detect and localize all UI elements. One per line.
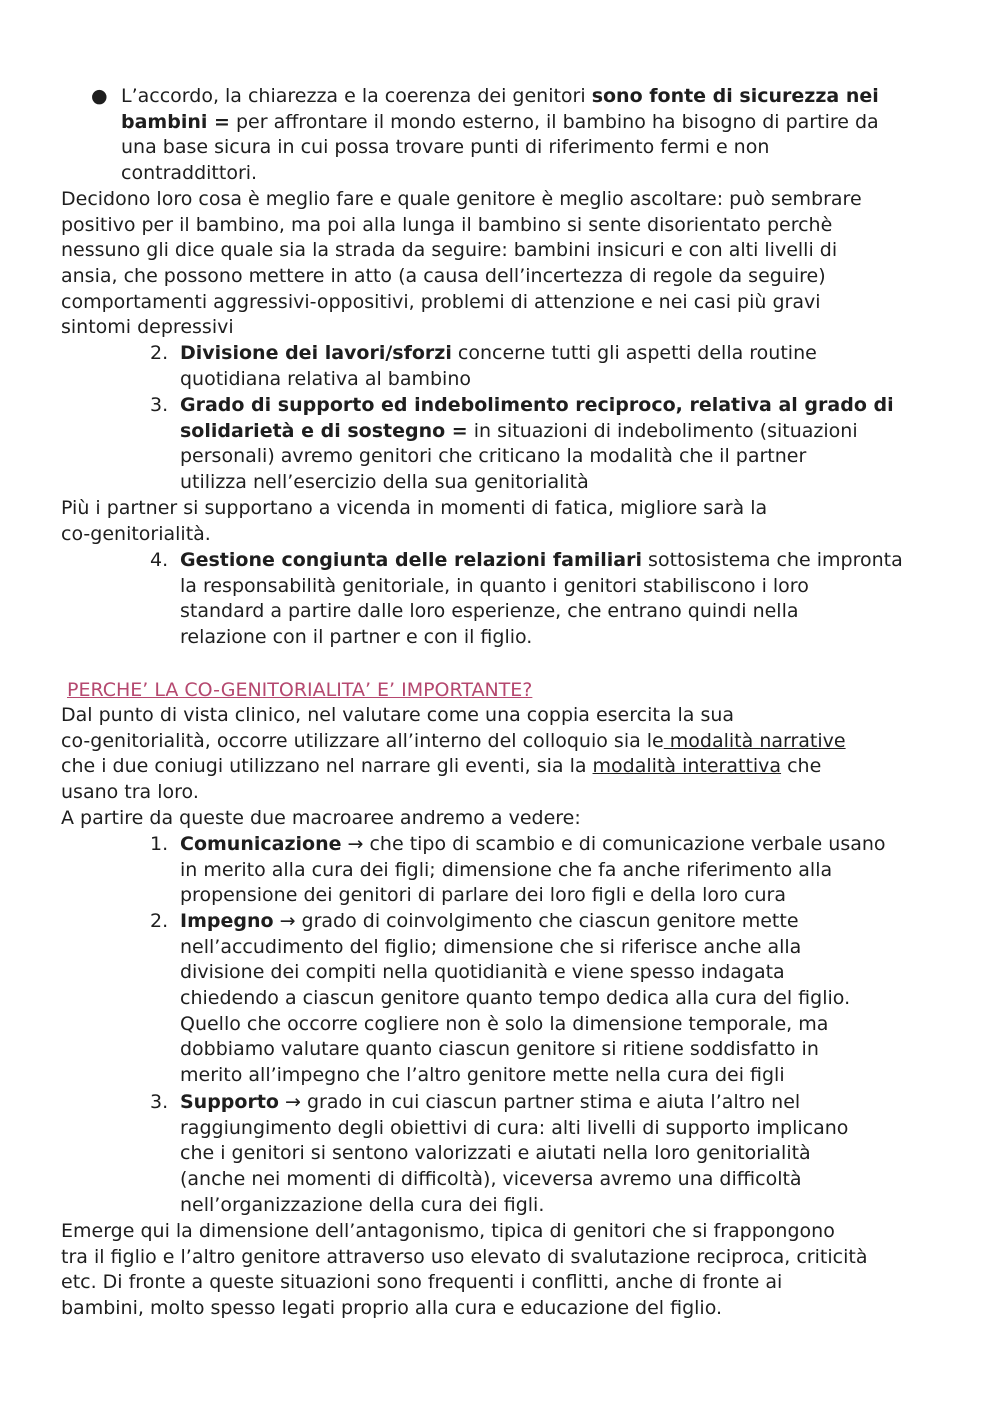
text-line: nell’organizzazione della cura dei figli. — [180, 1193, 545, 1216]
text-line: Più i partner si supportano a vicenda in momenti di fatica, migliore sarà la — [61, 497, 768, 519]
section-heading: PERCHE’ LA CO-GENITORIALITA’ E’ IMPORTANTE? — [67, 679, 533, 701]
text-line: nessuno gli dice quale sia la strada da seguire: bambini insicuri e con alti livelli di — [61, 239, 838, 262]
text-line: comportamenti aggressivi-oppositivi, problemi di attenzione e nei casi più gravi — [61, 290, 821, 313]
list-item — [61, 341, 960, 392]
bullet-paragraph — [61, 84, 960, 187]
list-item — [61, 832, 960, 909]
list-item — [61, 1090, 960, 1218]
text-line: divisione dei compiti nella quotidianità e viene spesso indagata — [180, 961, 785, 984]
text-line: che i genitori si sentono valorizzati e aiutati nella loro genitorialità — [180, 1142, 811, 1165]
text-line: Comunicazione → che tipo di scambio e di comunicazione verbale usano — [180, 833, 886, 855]
paragraph — [61, 187, 960, 341]
text-line: sintomi depressivi — [61, 316, 234, 339]
list-item — [61, 393, 960, 496]
paragraph — [61, 703, 960, 831]
list-number: 3. — [150, 1091, 169, 1113]
paragraph — [61, 1219, 960, 1322]
text-line: la responsabilità genitoriale, in quanto i genitori stabiliscono i loro — [180, 574, 809, 597]
list-number: 4. — [150, 549, 169, 571]
text-line: co-genitorialità, occorre utilizzare all’interno del colloquio sia le modalità narrative — [61, 729, 846, 752]
text-line: nell’accudimento del figlio; dimensione che si riferisce anche alla — [180, 935, 802, 958]
text-line: bambini = per affrontare il mondo esterno, il bambino ha bisogno di partire da — [121, 110, 879, 133]
list-item — [61, 909, 960, 1089]
text-line: Emerge qui la dimensione dell’antagonismo, tipica di genitori che si frappongono — [61, 1220, 835, 1242]
underlined-term: modalità interattiva — [592, 755, 782, 778]
text-line: utilizza nell’esercizio della sua genitorialità — [180, 471, 589, 494]
text-line: etc. Di fronte a queste situazioni sono frequenti i conflitti, anche di fronte ai — [61, 1271, 783, 1294]
text-line: standard a partire dalle loro esperienze, che entrano quindi nella — [180, 600, 799, 623]
text-line: personali) avremo genitori che criticano la modalità che il partner — [180, 445, 807, 468]
text-line: bambini, molto spesso legati proprio alla cura e educazione del figlio. — [61, 1297, 723, 1320]
underlined-term: modalità narrative — [663, 729, 846, 752]
text-line: A partire da queste due macroaree andremo a vedere: — [61, 806, 581, 829]
text-line: positivo per il bambino, ma poi alla lunga il bambino si sente disorientato perchè — [61, 213, 833, 236]
text-line: co-genitorialità. — [61, 522, 211, 545]
list-number: 1. — [150, 833, 169, 855]
text-line: che i due coniugi utilizzano nel narrare gli eventi, sia la modalità interattiva che — [61, 755, 822, 778]
list-number: 2. — [150, 342, 169, 364]
text-line: usano tra loro. — [61, 781, 199, 804]
text-line: Supporto → grado in cui ciascun partner stima e aiuta l’altro nel — [180, 1091, 801, 1113]
text-line: solidarietà e di sostegno = in situazioni di indebolimento (situazioni — [180, 419, 858, 442]
text-line: Decidono loro cosa è meglio fare e quale genitore è meglio ascoltare: può sembrare — [61, 188, 862, 210]
text-line: Dal punto di vista clinico, nel valutare come una coppia esercita la sua — [61, 704, 735, 726]
text-line: Gestione congiunta delle relazioni familiari sottosistema che impronta — [180, 549, 903, 571]
text-line: Divisione dei lavori/sforzi concerne tutti gli aspetti della routine — [180, 342, 817, 364]
text-line: merito all’impegno che l’altro genitore mette nella cura dei figli — [180, 1064, 785, 1087]
text-line: (anche nei momenti di difficoltà), viceversa avremo una difficoltà — [180, 1168, 802, 1191]
text-line: raggiungimento degli obiettivi di cura: alti livelli di supporto implicano — [180, 1116, 849, 1139]
text-line: propensione dei genitori di parlare dei loro figli e della loro cura — [180, 884, 787, 907]
paragraph — [61, 496, 960, 547]
text-line: Quello che occorre cogliere non è solo la dimensione temporale, ma — [180, 1012, 829, 1035]
text-line: ansia, che possono mettere in atto (a causa dell’incertezza di regole da seguire) — [61, 265, 826, 288]
text-line: relazione con il partner e con il figlio. — [180, 626, 533, 649]
list-number: 2. — [150, 910, 169, 932]
bullet-icon: ● — [91, 85, 108, 107]
text-line: in merito alla cura dei figli; dimensione che fa anche riferimento alla — [180, 858, 833, 881]
text-line: chiedendo a ciascun genitore quanto tempo dedica alla cura del figlio. — [180, 987, 851, 1010]
list-item — [61, 548, 960, 651]
text-line: quotidiana relativa al bambino — [180, 367, 472, 390]
text-line: una base sicura in cui possa trovare punti di riferimento fermi e non — [121, 136, 770, 159]
text-line: dobbiamo valutare quanto ciascun genitore si ritiene soddisfatto in — [180, 1038, 819, 1061]
text-line: tra il figlio e l’altro genitore attraverso uso elevato di svalutazione reciproca, criticità — [61, 1245, 868, 1268]
text-line: Grado di supporto ed indebolimento reciproco, relativa al grado di — [180, 394, 894, 416]
text-line: contraddittori. — [121, 162, 258, 185]
text-line: L’accordo, la chiarezza e la coerenza dei genitori sono fonte di sicurezza nei — [121, 85, 879, 107]
text-line: Impegno → grado di coinvolgimento che ciascun genitore mette — [180, 910, 799, 932]
list-number: 3. — [150, 394, 169, 416]
